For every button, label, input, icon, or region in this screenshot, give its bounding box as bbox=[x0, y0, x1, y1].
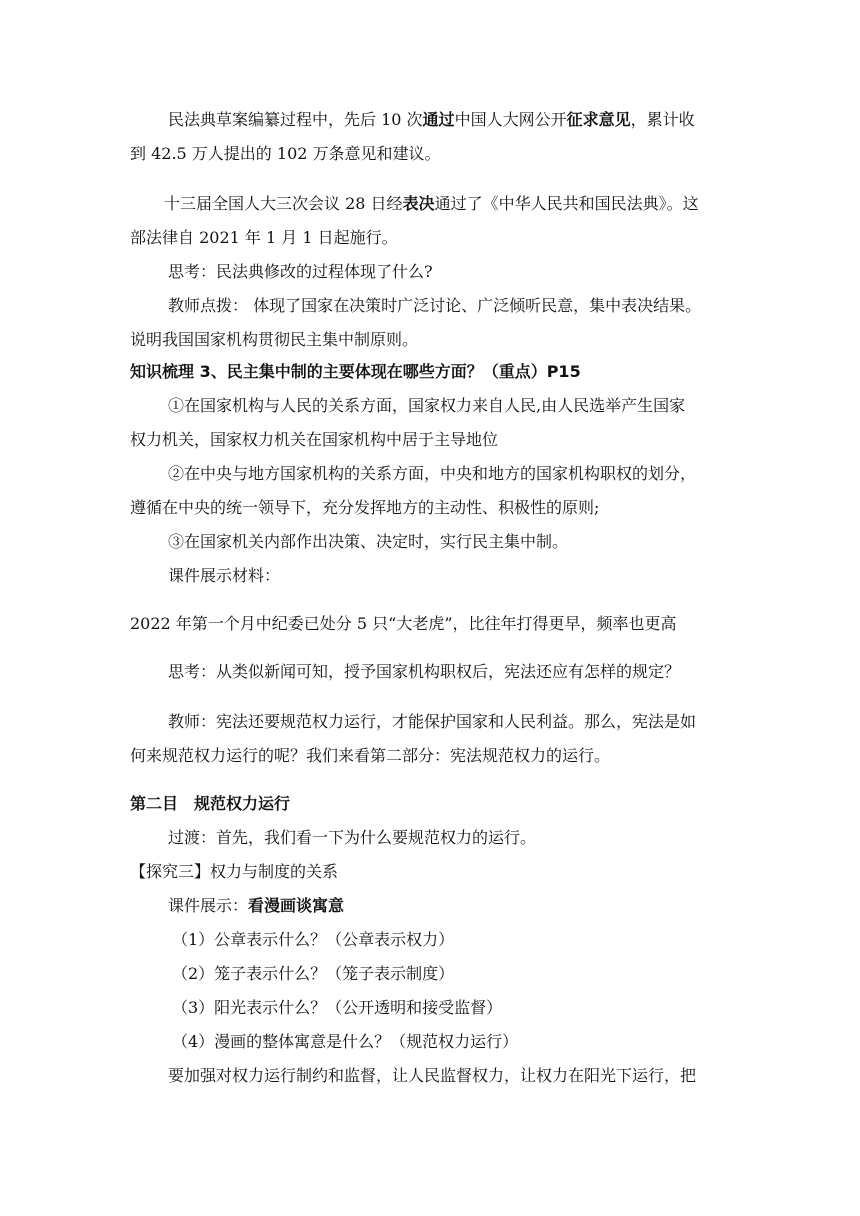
courseware-cartoon-title: 看漫画谈寓意 bbox=[248, 896, 345, 915]
courseware-cartoon bbox=[168, 896, 344, 916]
paragraph-npc-vote bbox=[164, 194, 699, 214]
p2-text-b: 通过了《中华人民共和国民法典》。这 bbox=[434, 194, 699, 213]
courseware-material-label: 课件展示材料： bbox=[168, 566, 281, 585]
p1-line2: 到 42.5 万人提出的 102 万条意见和建议。 bbox=[130, 144, 441, 163]
question-4: （4）漫画的整体寓意是什么？（规范权力运行） bbox=[172, 1032, 519, 1051]
p2-text-a: 十三届全国人大三次会议 28 日经 bbox=[164, 194, 403, 213]
news-item: 2022 年第一个月中纪委已处分 5 只“大老虎”，比往年打得更早，频率也更高 bbox=[130, 614, 677, 633]
p1-bold-pass: 通过 bbox=[422, 110, 455, 129]
section-heading: 第二目 规范权力运行 bbox=[130, 794, 291, 813]
teacher-comment-2-line1: 教师：宪法还要规范权力运行，才能保护国家和人民利益。那么，宪法是如 bbox=[168, 712, 697, 731]
paragraph-civil-code-drafting bbox=[168, 110, 695, 130]
question-1: （1）公章表示什么？（公章表示权力） bbox=[172, 930, 455, 949]
teacher-comment-2-line2: 何来规范权力运行的呢？我们来看第二部分：宪法规范权力的运行。 bbox=[130, 746, 611, 765]
closing-text: 要加强对权力运行制约和监督，让人民监督权力，让权力在阳光下运行，把 bbox=[168, 1066, 697, 1085]
point-3: ③在国家机关内部作出决策、决定时，实行民主集中制。 bbox=[168, 532, 569, 551]
p1-bold-solicit: 征求意见 bbox=[566, 110, 631, 129]
knowledge-heading: 知识梳理 3、民主集中制的主要体现在哪些方面？（重点）P15 bbox=[130, 362, 581, 381]
courseware-cartoon-label: 课件展示： bbox=[168, 896, 249, 915]
p1-text-b: 中国人大网公开 bbox=[454, 110, 567, 129]
point-2-line1: ②在中央与地方国家机构的关系方面，中央和地方的国家机构职权的划分， bbox=[168, 464, 697, 483]
point-1-line2: 权力机关，国家权力机关在国家机构中居于主导地位 bbox=[130, 430, 499, 449]
question-2: （2）笼子表示什么？（笼子表示制度） bbox=[172, 964, 455, 983]
transition-text: 过渡：首先，我们看一下为什么要规范权力的运行。 bbox=[168, 828, 537, 847]
think-question-1: 思考：民法典修改的过程体现了什么? bbox=[168, 262, 433, 281]
teacher-comment-1-line1: 教师点拨： 体现了国家在决策时广泛讨论、广泛倾听民意，集中表决结果。 bbox=[168, 296, 702, 315]
p1-text-a: 民法典草案编纂过程中，先后 10 次 bbox=[168, 110, 423, 129]
teacher-comment-1-line2: 说明我国国家机构贯彻民主集中制原则。 bbox=[130, 330, 419, 349]
p1-text-c: ，累计收 bbox=[630, 110, 695, 129]
p2-line2: 部法律自 2021 年 1 月 1 日起施行。 bbox=[130, 228, 398, 247]
question-3: （3）阳光表示什么？（公开透明和接受监督） bbox=[172, 998, 503, 1017]
point-2-line2: 遵循在中央的统一领导下，充分发挥地方的主动性、积极性的原则; bbox=[130, 498, 600, 517]
point-1-line1: ①在国家机构与人民的关系方面，国家权力来自人民,由人民选举产生国家 bbox=[168, 396, 686, 415]
think-question-2: 思考：从类似新闻可知，授予国家机构职权后，宪法还应有怎样的规定？ bbox=[168, 662, 681, 681]
explore-three-heading: 【探究三】权力与制度的关系 bbox=[130, 862, 339, 881]
p2-bold-vote: 表决 bbox=[402, 194, 435, 213]
